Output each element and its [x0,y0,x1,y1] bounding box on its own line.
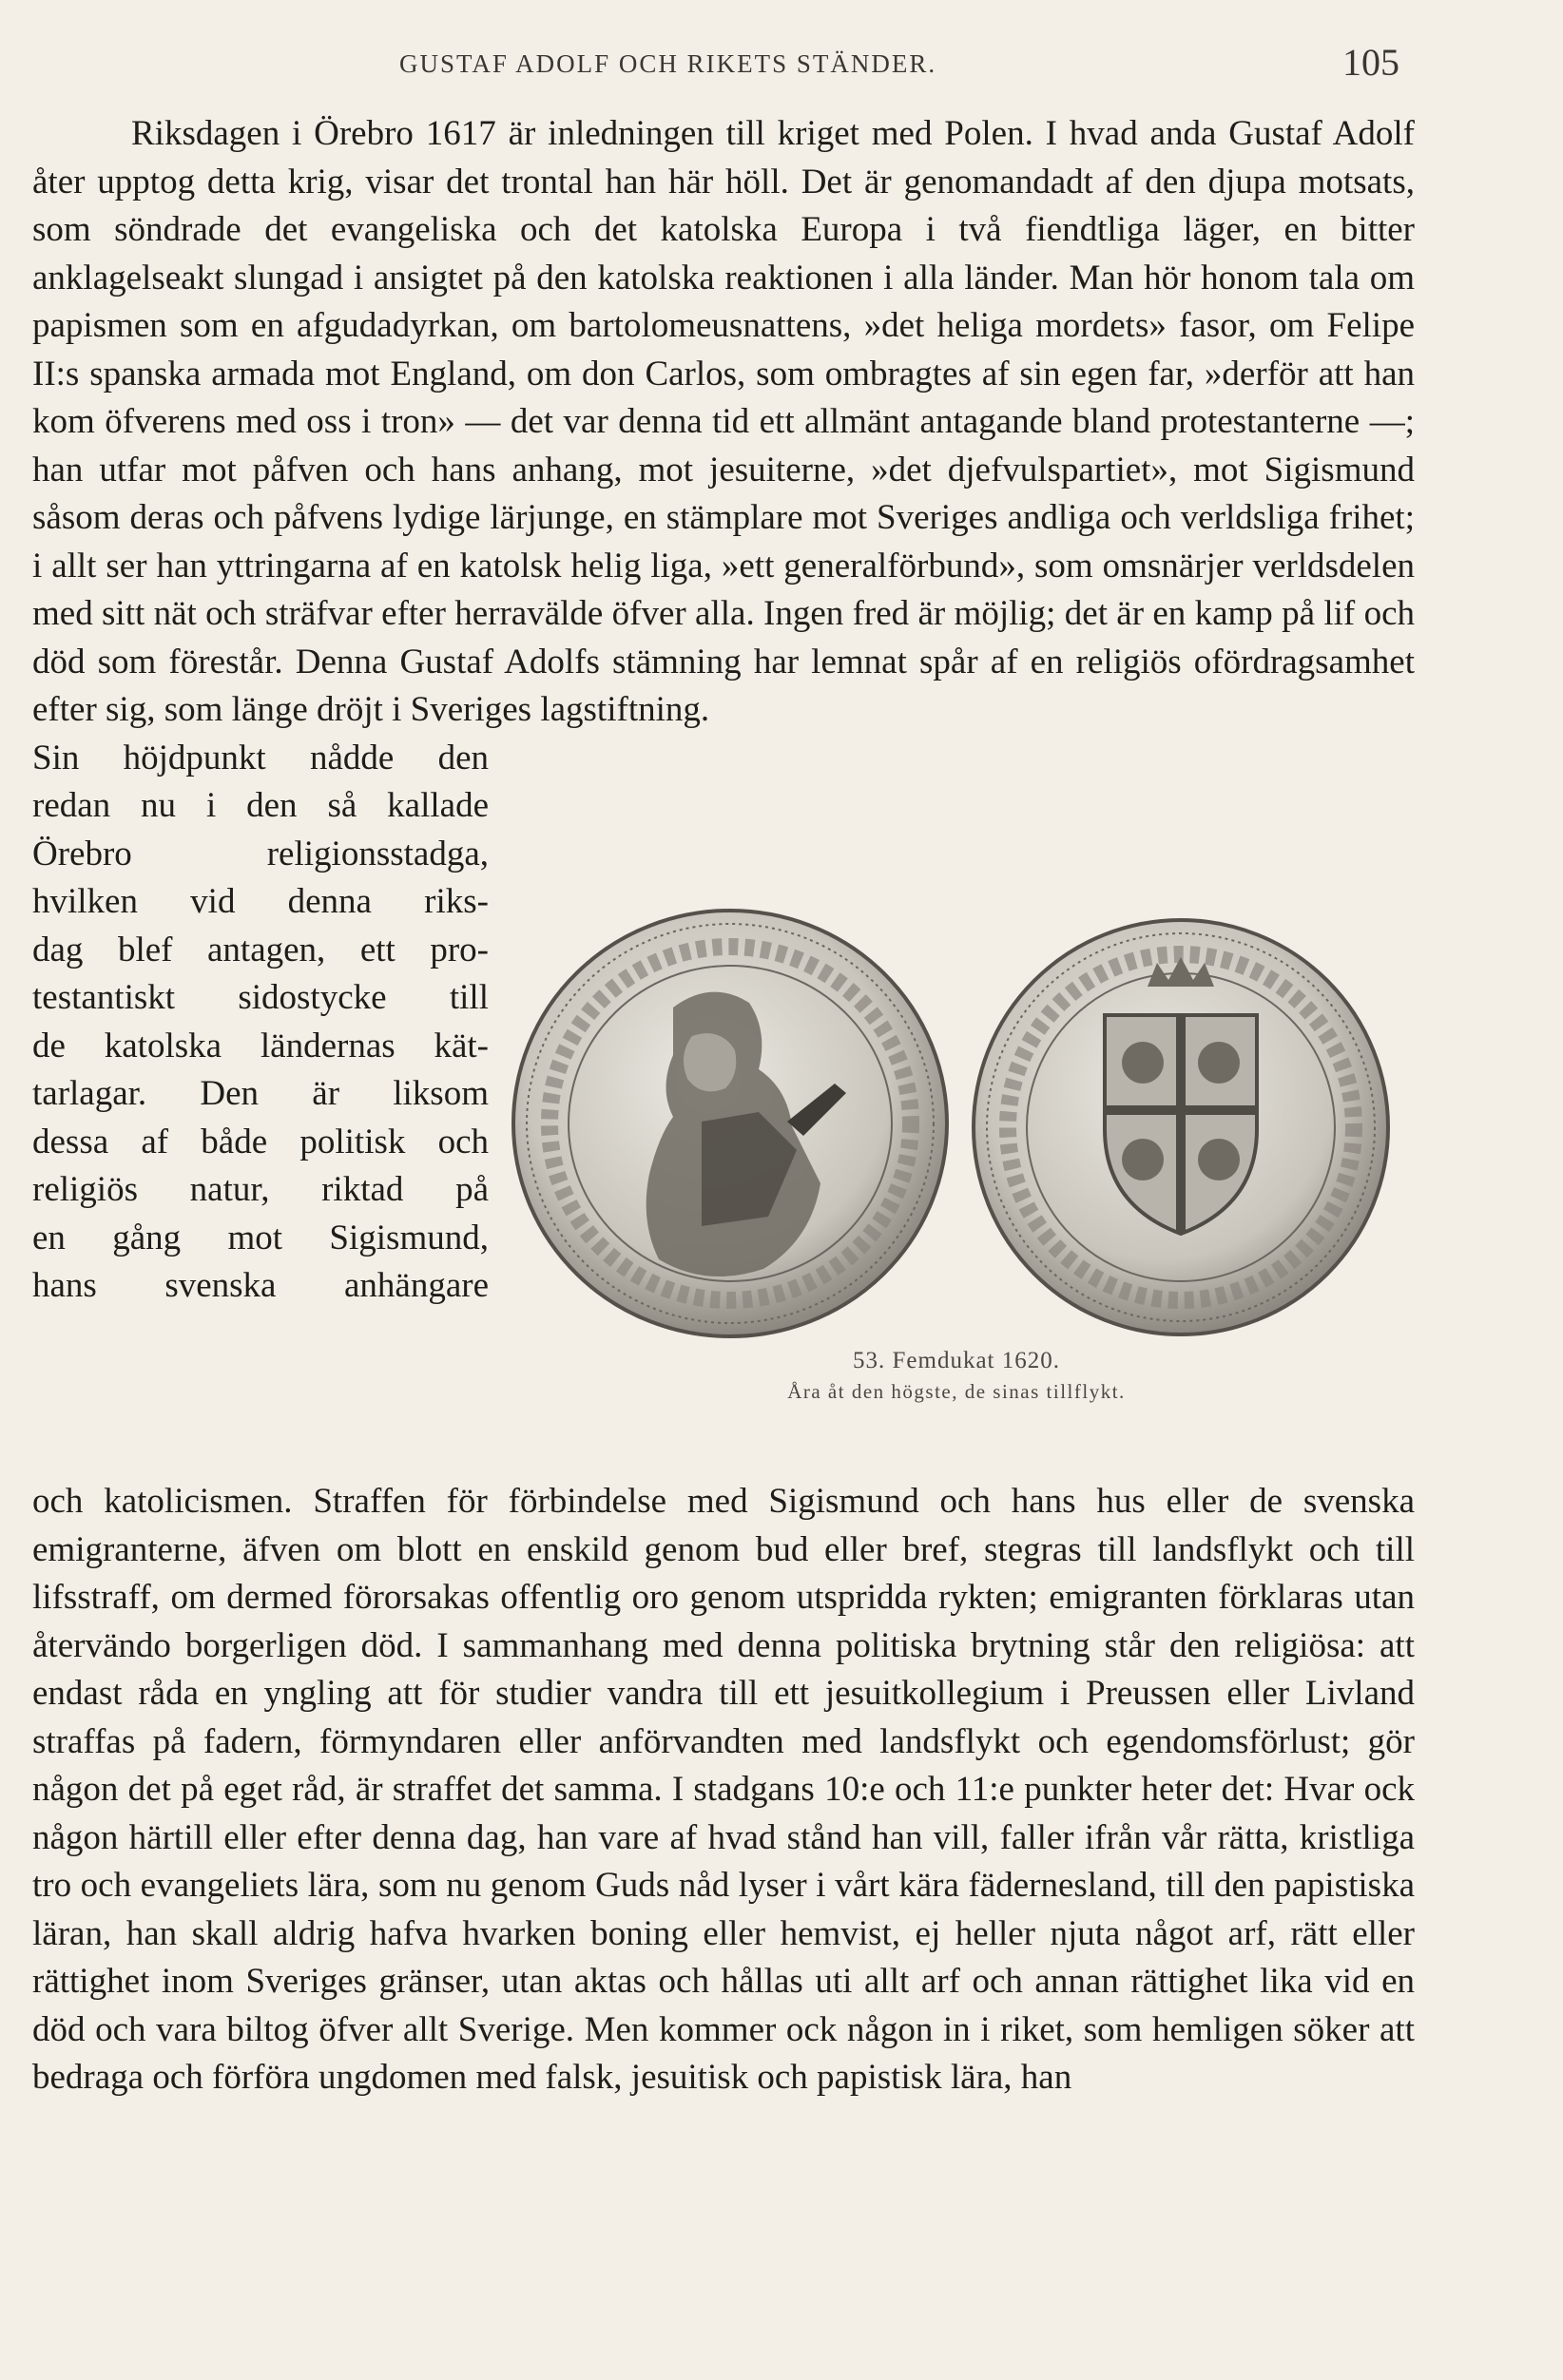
wrap-line: religiös natur, riktad på [32,1170,489,1209]
caption-title: 53. Femdukat 1620. [853,1348,1060,1373]
wrap-line: Sin höjdpunkt nådde den [32,738,489,777]
text-beside-figure [32,735,489,1311]
wrap-line: de katolska ländernas kät- [32,1026,489,1065]
running-title: GUSTAF ADOLF OCH RIKETS STÄNDER. [399,49,937,78]
coin-reverse-image [962,911,1399,1348]
caption-motto: Åra åt den högste, de sinas tillflykt. [787,1380,1126,1403]
wrap-line: dag blef antagen, ett pro- [32,930,489,969]
wrap-line: hans svenska anhängare [32,1266,489,1305]
paragraph-2: och katolicismen. Straffen för förbindelse med Sigismund och hans hus eller de svenska emigranterne, äfven om blott en enskild genom bud eller bref, stegras till landsflykt och till lifsstraff, om dermed förorsakas offentlig oro genom utspridda rykten; emigranten förklaras utan återvändo borgerligen död. I sammanhang med denna politiska brytning står den religiösa: att endast råda en yngling att för studier vandra till ett jesuitkollegium i Preussen eller Livland straffas på fadern, förmyndaren eller anförvandten med landsflykt och egendomsförlust; gör någon det på eget råd, är straffet det samma. I stadgans 10:e och 11:e punkter heter det: Hvar ock någon härtill eller efter denna dag, han vare af hvad stånd han vill, faller ifrån vår rätta, kristliga tro och evangeliets lära, som nu genom Guds nåd lyser i vårt kära fädernesland, till den papistiska läran, han skall aldrig hafva hvarken boning eller hemvist, ej heller njuta något arf, rätt eller rättighet inom Sveriges gränser, utan aktas och hållas uti allt arf och annan rättighet lika vid en död och vara biltog öfver allt Sverige. Men kommer ock någon in i riket, som hemligen söker att bedraga och förföra ungdomen med falsk, jesuitisk och papistisk lära, han [32,1482,1415,2097]
wrap-line: testantiskt sidostycke till [32,978,489,1017]
body-text-continued [32,1443,1415,2138]
page-header [0,36,1563,93]
coin-figure [494,893,1207,1426]
wrap-line: redan nu i den så kallade [32,786,489,825]
page-number: 105 [1342,41,1399,84]
wrap-line: tarlagar. Den är liksom [32,1074,489,1113]
figure-caption [690,1348,1223,1404]
wrap-line: en gång mot Sigismund, [32,1218,489,1257]
wrap-line: Örebro religionsstadga, [32,834,489,873]
wrap-line: hvilken vid denna riks- [32,882,489,921]
wrap-line: dessa af både politisk och [32,1122,489,1161]
paragraph-1: Riksdagen i Örebro 1617 är inledningen till kriget med Polen. I hvad anda Gustaf Adolf åter upptog detta krig, visar det trontal han här höll. Det är genomandadt af den djupa motsats, som söndrade det evangeliska och det katolska Europa i två fiendtliga läger, en bitter anklagelseakt slungad i ansigtet på den katolska reaktionen i alla länder. Man hör honom tala om papismen som en afgudadyrkan, om bartolomeusnattens, »det heliga mordets» fasor, om Felipe II:s spanska armada mot England, om don Carlos, som ombragtes af sin egen far, »derför att han kom öfverens med oss i tron» — det var denna tid ett allmänt antagande bland protestanterne —; han utfar mot påfven och hans anhang, mot jesuiterne, »det djefvulspartiet», mot Sigismund såsom deras och påfvens lydige lärjunge, en stämplare mot Sveriges andliga och verldsliga frihet; i allt ser han yttringarna af en katolsk helig liga, »ett generalförbund», som omsnärjer verldsdelen med sitt nät och sträfvar efter herravälde öfver alla. Ingen fred är möjlig; det är en kamp på lif och död som förestår. Denna Gustaf Adolfs stämning har lemnat spår af en religiös ofördragsamhet efter sig, som länge dröjt i Sveriges lagstiftning. [32,114,1415,729]
coin-obverse-image [502,903,958,1350]
